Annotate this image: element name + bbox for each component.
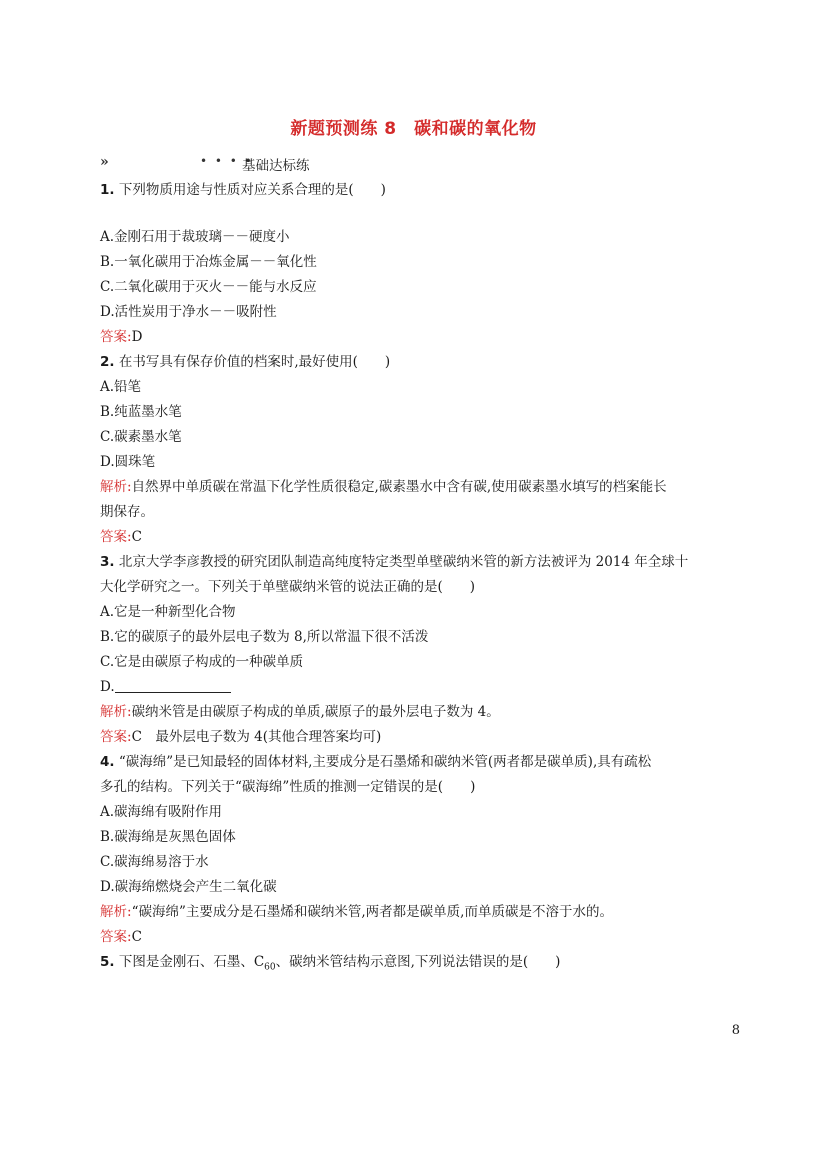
q3-explanation: 解析:碳纳米管是由碳原子构成的单质,碳原子的最外层电子数为 4。 <box>100 704 500 720</box>
question-5-stem: 5. 下图是金刚石、石墨、$C_{60}$、碳纳米管结构示意图,下列说法错误的是( ) <box>100 954 561 973</box>
q3-option-d: D. <box>100 677 231 697</box>
dots-decoration: • • • • <box>200 154 254 168</box>
section-header <box>100 154 400 174</box>
q2-option-b: B.纯蓝墨水笔 <box>100 404 182 420</box>
question-4-stem-line-2: 多孔的结构。下列关于“碳海绵”性质的推测一定错误的是( ) <box>100 779 476 795</box>
q1-option-c: C.二氧化碳用于灭火－－能与水反应 <box>100 279 317 295</box>
q4-answer: 答案:C <box>100 929 142 945</box>
question-3-stem-line-2: 大化学研究之一。下列关于单壁碳纳米管的说法正确的是( ) <box>100 579 476 595</box>
q4-explanation: 解析:“碳海绵”主要成分是石墨烯和碳纳米管,两者都是碳单质,而单质碳是不溶于水的。 <box>100 904 613 920</box>
q4-option-a: A.碳海绵有吸附作用 <box>100 804 223 820</box>
page-title: 新题预测练 8 碳和碳的氧化物 <box>290 119 537 139</box>
q1-option-a: A.金刚石用于裁玻璃－－硬度小 <box>100 229 290 245</box>
q3-option-b: B.它的碳原子的最外层电子数为 8,所以常温下很不活泼 <box>100 629 429 645</box>
q2-option-a: A.铅笔 <box>100 379 142 395</box>
q1-answer: 答案:D <box>100 329 143 345</box>
q4-option-c: C.碳海绵易溶于水 <box>100 854 209 870</box>
page-number: 8 <box>731 1023 740 1038</box>
q4-option-d: D.碳海绵燃烧会产生二氧化碳 <box>100 879 277 895</box>
q1-option-b: B.一氧化碳用于冶炼金属－－氧化性 <box>100 254 317 270</box>
q4-option-b: B.碳海绵是灰黑色固体 <box>100 829 236 845</box>
section-label: 基础达标练 <box>242 158 310 174</box>
q3-answer: 答案:C 最外层电子数为 4(其他合理答案均可) <box>100 729 382 745</box>
answer-blank <box>115 678 231 693</box>
q2-answer: 答案:C <box>100 529 142 545</box>
q1-option-d: D.活性炭用于净水－－吸附性 <box>100 304 277 320</box>
q2-option-c: C.碳素墨水笔 <box>100 429 182 445</box>
q3-option-a: A.它是一种新型化合物 <box>100 604 236 620</box>
question-3-stem-line-1: 3. 北京大学李彦教授的研究团队制造高纯度特定类型单壁碳纳米管的新方法被评为 2014 年全球十 <box>100 554 689 570</box>
q2-explanation-line-1: 解析:自然界中单质碳在常温下化学性质很稳定,碳素墨水中含有碳,使用碳素墨水填写的档案能长 <box>100 479 667 495</box>
question-2-stem: 2. 在书写具有保存价值的档案时,最好使用( ) <box>100 354 391 370</box>
question-1-stem: 1. 下列物质用途与性质对应关系合理的是( ) <box>100 182 386 198</box>
q3-option-c: C.它是由碳原子构成的一种碳单质 <box>100 654 304 670</box>
q2-option-d: D.圆珠笔 <box>100 454 156 470</box>
double-chevron-icon: » <box>100 154 106 170</box>
q2-explanation-line-2: 期保存。 <box>100 504 154 520</box>
question-4-stem-line-1: 4. “碳海绵”是已知最轻的固体材料,主要成分是石墨烯和碳纳米管(两者都是碳单质),具有疏松 <box>100 754 652 770</box>
